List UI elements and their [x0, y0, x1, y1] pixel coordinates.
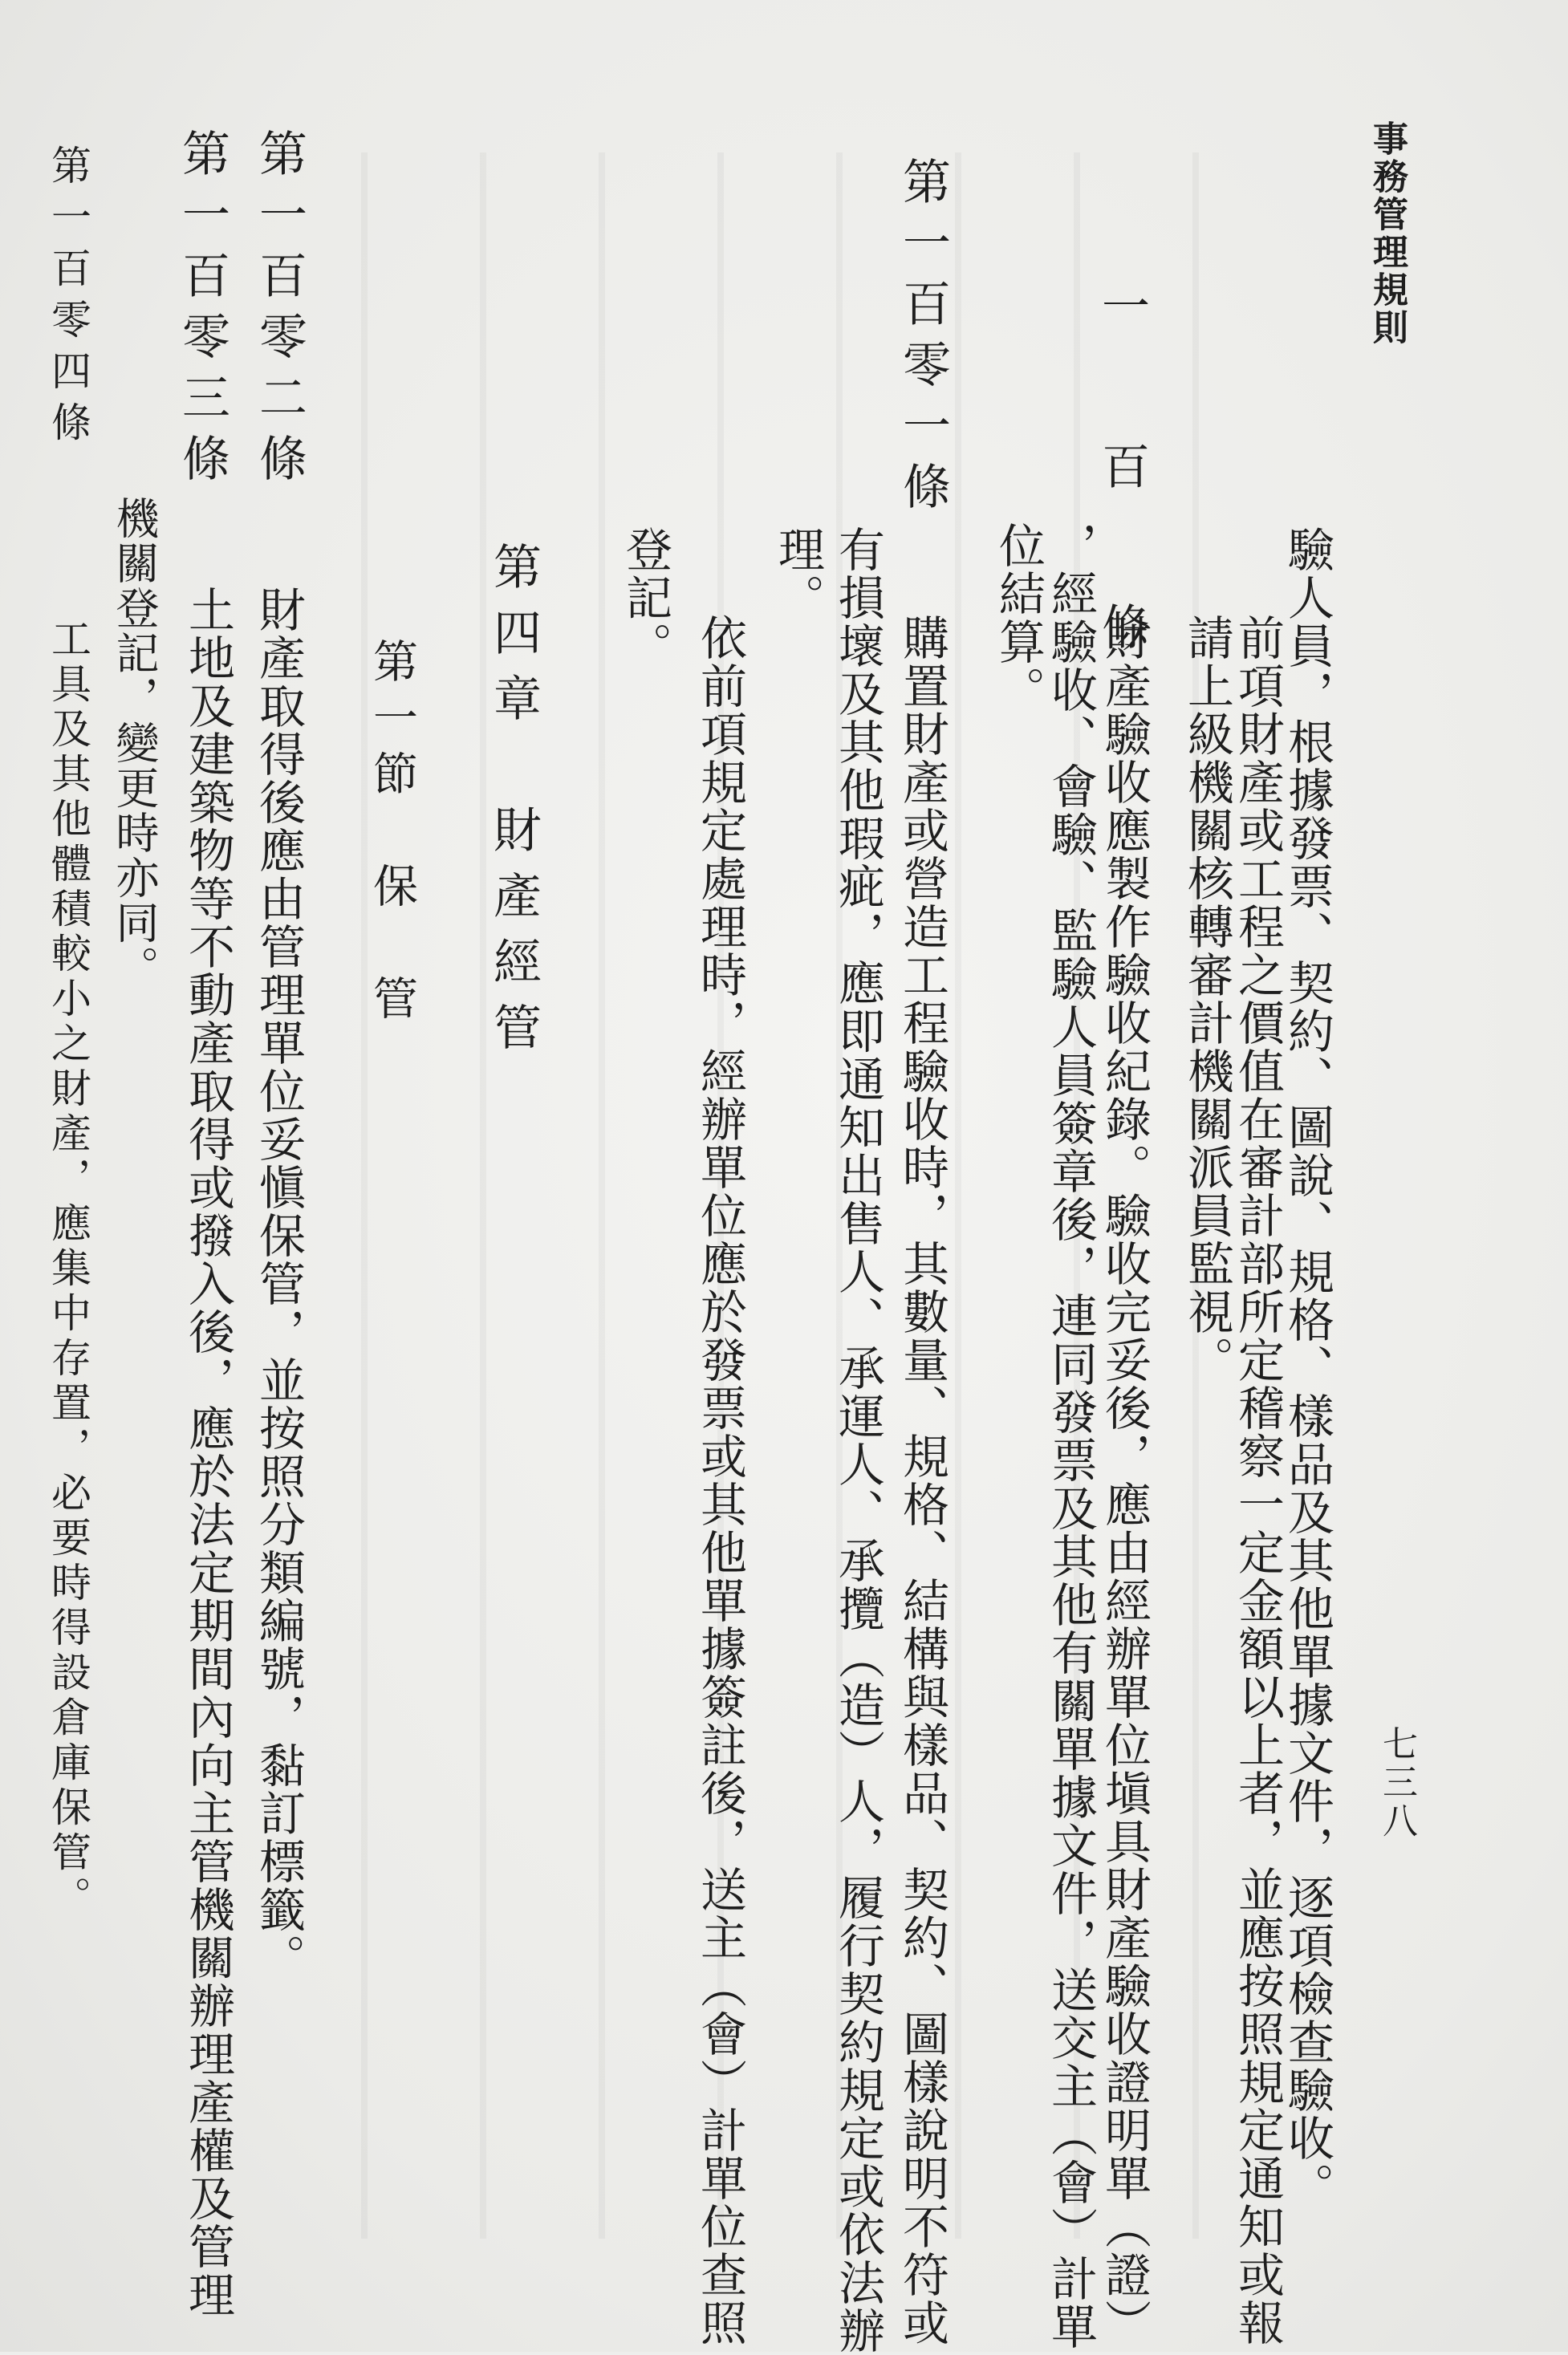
article-101-line-1: 購置財產或營造工程驗收時，其數量、規格、結構與樣品、契約、圖樣說明不符或 [895, 614, 949, 2347]
article-100-line-2: ，經驗收、會驗、監驗人員簽章後，連同發票及其他有關單據文件，送交主（會）計單 [1043, 522, 1098, 2351]
article-103-line-2: 機關登記，變更時亦同。 [109, 496, 160, 990]
body-line-1: 驗人員，根據發票、契約、圖說、規格、樣品及其他單據文件，逐項檢查驗收。 [1280, 526, 1334, 2211]
article-101-line-3: 理。 [770, 526, 825, 622]
article-103-label: 第一百零三條 [174, 128, 230, 494]
article-100-line-1: 財產驗收應製作驗收紀錄。驗收完妥後，應由經辦單位塡具財產驗收證明單（證） [1097, 614, 1152, 2347]
chapter-heading: 第四章 財產經管 [485, 542, 542, 1068]
article-103-line-1: 土地及建築物等不動產取得或撥入後，應於法定期間內向主管機關辦理產權及管理 [181, 586, 235, 2319]
article-101-label: 第一百零一條 [895, 156, 951, 522]
article-104-text: 工具及其他體積較小之財產，應集中存置，必要時得設倉庫保管。 [45, 618, 91, 1921]
article-101-line-2: 有損壞及其他瑕疵，應即通知出售人、承運人、承攬（造）人，履行契約規定或依法辦 [831, 526, 885, 2355]
body-line-3: 請上級機關核轉審計機關派員監視。 [1180, 614, 1234, 1384]
article-102-text: 財產取得後應由管理單位妥愼保管，並按照分類編號，黏訂標籤。 [251, 586, 306, 1982]
body-line-2: 前項財產或工程之價值在審計部所定稽察一定金額以上者，並應按照規定通知或報 [1230, 614, 1285, 2347]
article-101-line-5: 登記。 [618, 526, 672, 670]
page-number: 七三八 [1376, 1725, 1417, 1841]
article-104-label: 第一百零四條 [45, 144, 91, 453]
article-102-label: 第一百零二條 [251, 128, 307, 494]
book-title: 事務管理規則 [1367, 120, 1408, 347]
article-101-line-4: 依前項規定處理時，經辦單位應於發票或其他單據簽註後，送主（會）計單位查照 [693, 614, 747, 2347]
article-100-label: 一 百 條 [1094, 281, 1150, 682]
article-100-line-3: 位結算。 [991, 522, 1046, 714]
section-heading: 第一節 保 管 [366, 638, 418, 1031]
